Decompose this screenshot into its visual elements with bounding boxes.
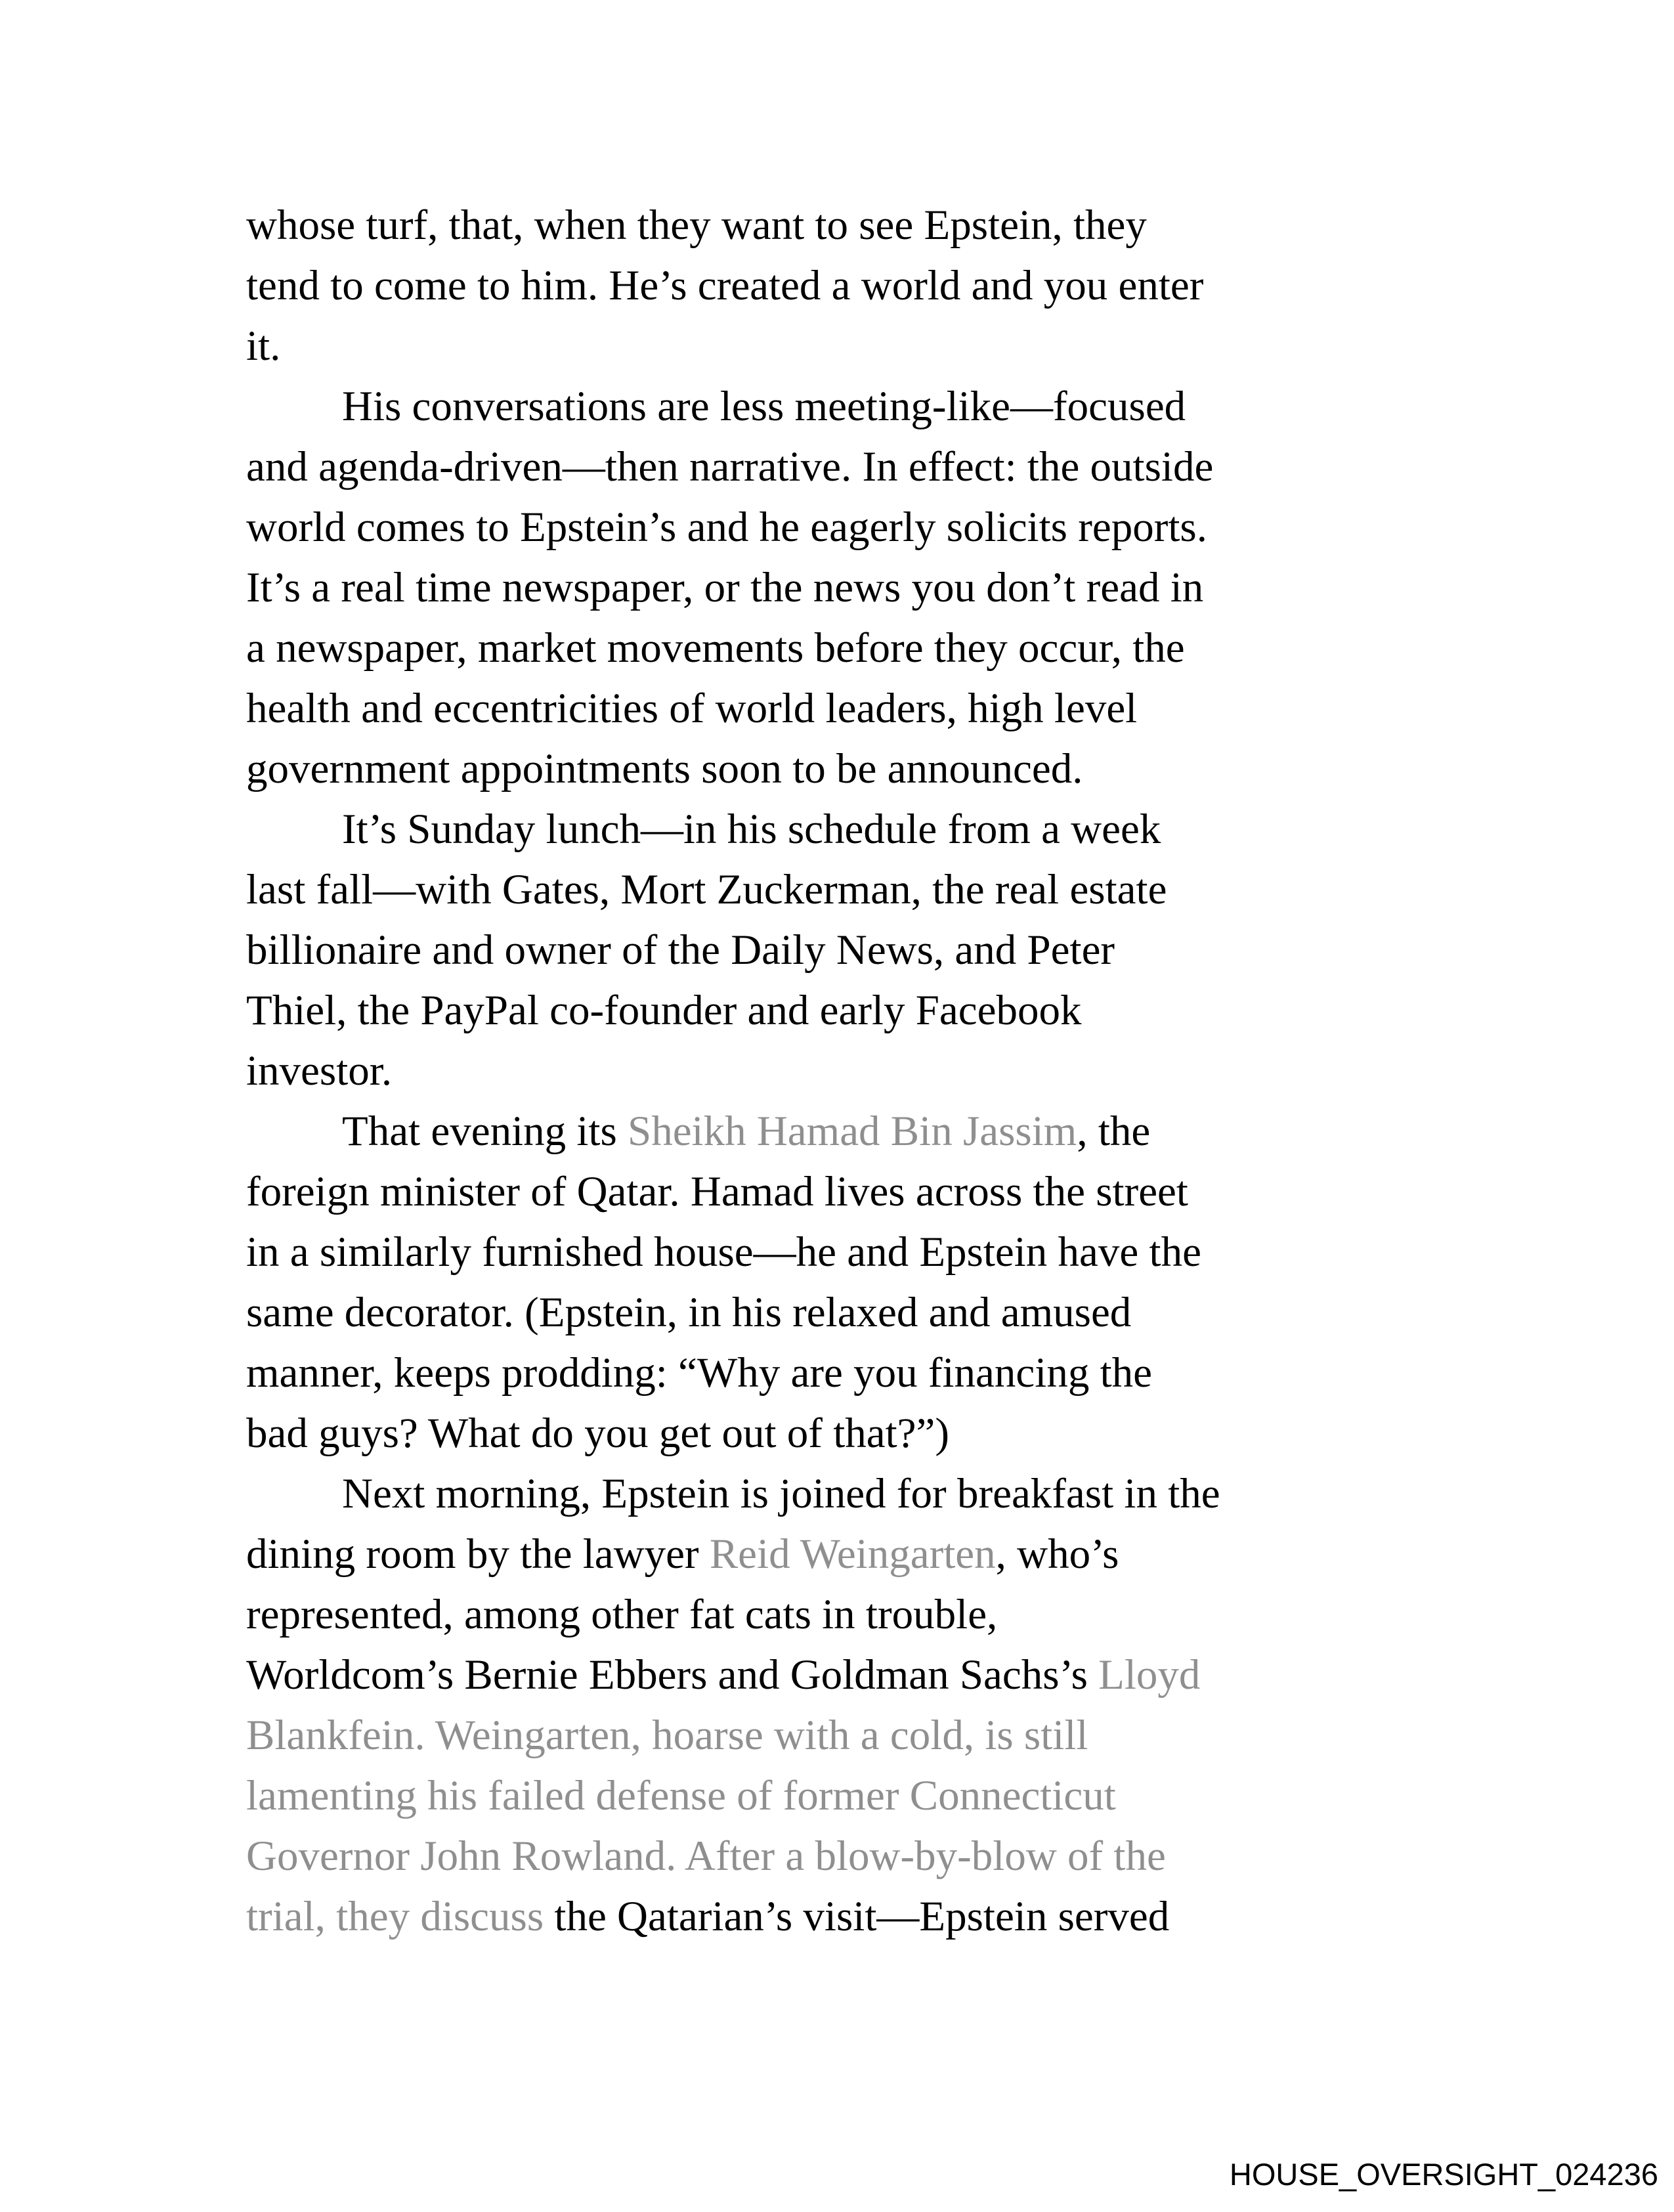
gray-text-segment: Governor John Rowland. After a blow-by-blow of the bbox=[246, 1832, 1166, 1880]
text-line bbox=[246, 1282, 1480, 1343]
text-line bbox=[246, 1705, 1480, 1766]
gray-text-segment: trial, they discuss bbox=[246, 1893, 555, 1940]
text-segment: investor. bbox=[246, 1047, 393, 1095]
text-line bbox=[246, 1645, 1480, 1705]
text-segment: the Qatarian’s visit—Epstein served bbox=[554, 1893, 1170, 1940]
text-segment: whose turf, that, when they want to see Epstein, they bbox=[246, 202, 1147, 249]
text-line bbox=[246, 1766, 1480, 1826]
text-line bbox=[246, 1584, 1480, 1645]
text-line bbox=[246, 920, 1480, 980]
text-segment: Worldcom’s Bernie Ebbers and Goldman Sachs’s bbox=[246, 1651, 1099, 1699]
text-line bbox=[246, 1041, 1480, 1101]
text-line bbox=[246, 678, 1480, 739]
text-segment: it. bbox=[246, 322, 281, 370]
text-line bbox=[246, 618, 1480, 678]
gray-text-segment: lamenting his failed defense of former Connecticut bbox=[246, 1772, 1116, 1819]
text-segment: manner, keeps prodding: “Why are you financing the bbox=[246, 1349, 1152, 1397]
text-line bbox=[246, 1403, 1480, 1464]
bates-stamp: HOUSE_OVERSIGHT_024236 bbox=[1229, 2157, 1658, 2192]
text-line bbox=[246, 1886, 1480, 1947]
text-segment: foreign minister of Qatar. Hamad lives across the street bbox=[246, 1168, 1188, 1215]
text-segment: His conversations are less meeting-like—focused bbox=[342, 383, 1186, 430]
text-line bbox=[246, 376, 1480, 437]
text-line bbox=[246, 1222, 1480, 1282]
text-segment: Thiel, the PayPal co-founder and early Facebook bbox=[246, 987, 1082, 1034]
text-segment: It’s a real time newspaper, or the news you don’t read in bbox=[246, 564, 1204, 611]
text-segment: billionaire and owner of the Daily News, and Peter bbox=[246, 926, 1115, 974]
text-segment: and agenda-driven—then narrative. In effect: the outside bbox=[246, 443, 1214, 490]
text-segment: It’s Sunday lunch—in his schedule from a week bbox=[342, 806, 1161, 853]
text-segment: represented, among other fat cats in trouble, bbox=[246, 1591, 998, 1638]
text-line bbox=[246, 316, 1480, 376]
text-segment: world comes to Epstein’s and he eagerly solicits reports. bbox=[246, 504, 1207, 551]
text-segment: , who’s bbox=[995, 1530, 1119, 1578]
text-line bbox=[246, 437, 1480, 497]
text-segment: government appointments soon to be announced. bbox=[246, 745, 1083, 792]
text-segment: health and eccentricities of world leaders, high level bbox=[246, 685, 1138, 732]
text-line bbox=[246, 1101, 1480, 1161]
text-line bbox=[246, 1826, 1480, 1886]
text-segment: a newspaper, market movements before they occur, the bbox=[246, 624, 1185, 672]
text-line bbox=[246, 497, 1480, 557]
text-segment: Next morning, Epstein is joined for breakfast in the bbox=[342, 1470, 1220, 1517]
text-segment: tend to come to him. He’s created a world and you enter bbox=[246, 262, 1204, 309]
text-segment: , the bbox=[1077, 1108, 1151, 1155]
text-line bbox=[246, 980, 1480, 1041]
text-segment: in a similarly furnished house—he and Epstein have the bbox=[246, 1228, 1201, 1276]
text-line bbox=[246, 1524, 1480, 1584]
text-segment: dining room by the lawyer bbox=[246, 1530, 710, 1578]
gray-text-segment: Blankfein. Weingarten, hoarse with a cold, is still bbox=[246, 1712, 1088, 1759]
text-line bbox=[246, 1161, 1480, 1222]
text-segment: same decorator. (Epstein, in his relaxed and amused bbox=[246, 1289, 1132, 1336]
text-line bbox=[246, 255, 1480, 316]
text-line bbox=[246, 1343, 1480, 1403]
text-line bbox=[246, 739, 1480, 799]
text-line bbox=[246, 859, 1480, 920]
text-line bbox=[246, 195, 1480, 255]
gray-text-segment: Reid Weingarten bbox=[709, 1530, 996, 1578]
text-segment: last fall—with Gates, Mort Zuckerman, the real estate bbox=[246, 866, 1167, 913]
text-segment: bad guys? What do you get out of that?”) bbox=[246, 1410, 950, 1457]
text-segment: That evening its bbox=[342, 1108, 628, 1155]
text-line bbox=[246, 1464, 1480, 1524]
gray-text-segment: Sheikh Hamad Bin Jassim bbox=[628, 1108, 1077, 1155]
text-line bbox=[246, 557, 1480, 618]
gray-text-segment: Lloyd bbox=[1098, 1651, 1201, 1699]
text-line bbox=[246, 799, 1480, 859]
document-text-block bbox=[246, 195, 1480, 1947]
